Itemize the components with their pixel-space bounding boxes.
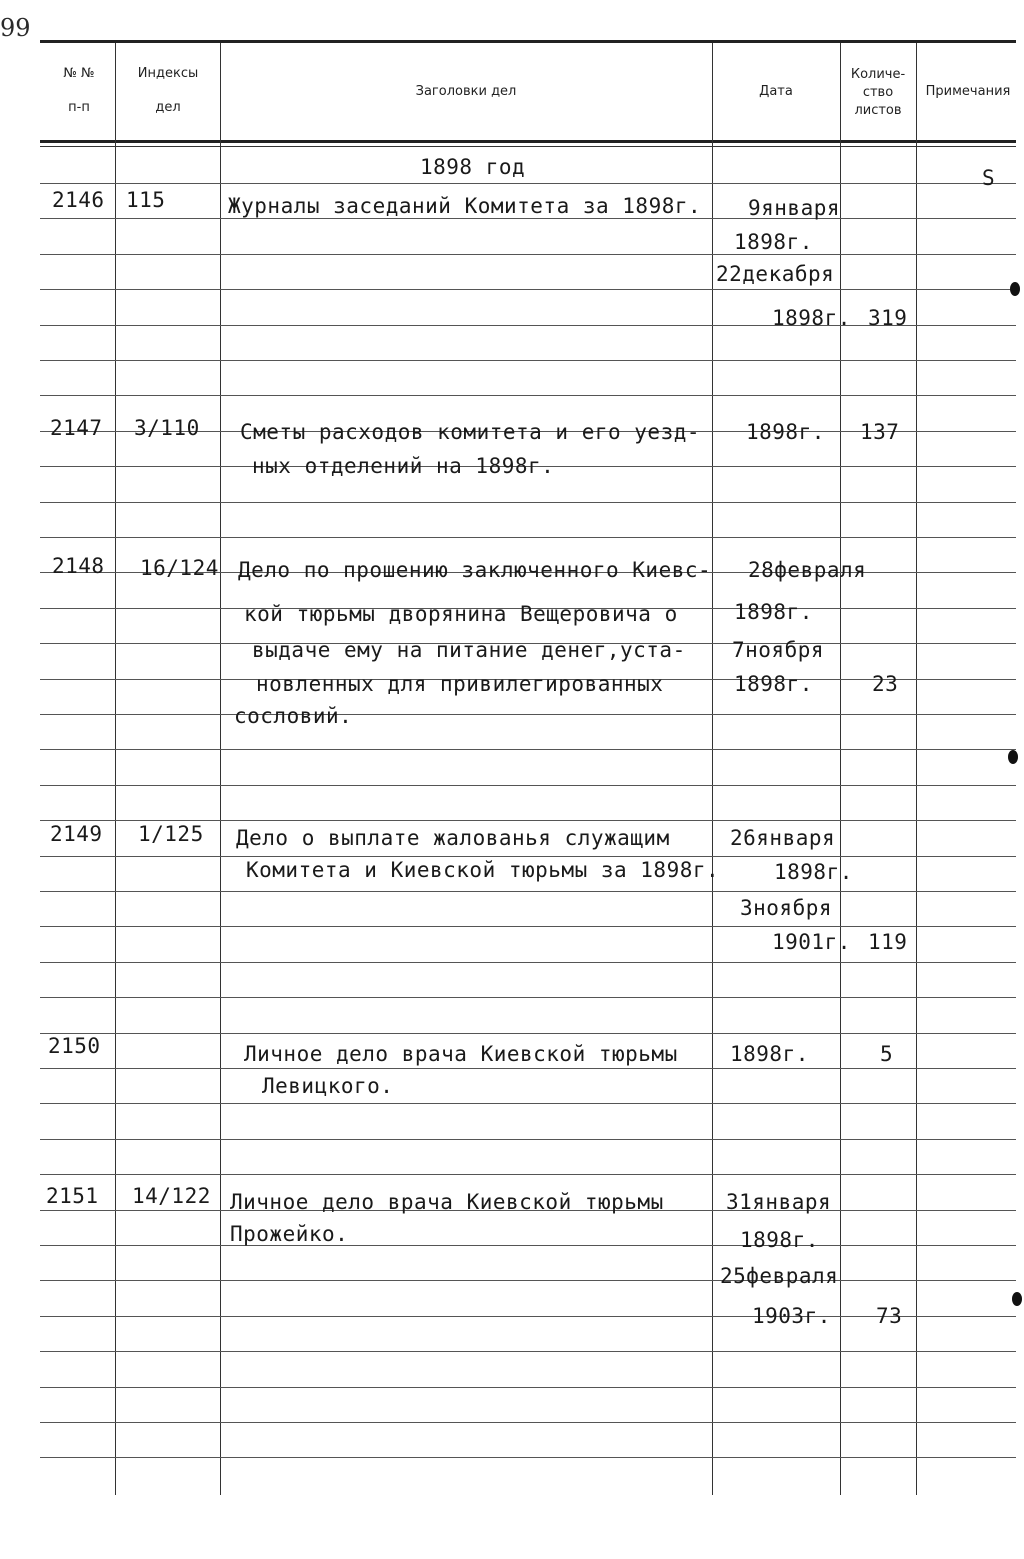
record-date-line: 1898г. xyxy=(740,1228,819,1252)
record-title-line: Левицкого. xyxy=(262,1074,394,1098)
column-divider xyxy=(916,43,917,1495)
ruled-line xyxy=(40,183,1016,184)
header-sheets-1: Количе- xyxy=(850,67,906,82)
header-date: Дата xyxy=(759,84,793,99)
record-num: 2147 xyxy=(50,416,103,440)
record-date-line: 1898г. xyxy=(772,306,851,330)
record-date-line: 1903г. xyxy=(752,1304,831,1328)
ruled-line xyxy=(40,1280,1016,1281)
page-mark: 99 xyxy=(0,14,31,42)
ruled-line xyxy=(40,749,1016,750)
header-index-label: Индексы xyxy=(137,66,199,81)
header-sheets-3: листов xyxy=(854,103,902,118)
column-divider xyxy=(712,43,713,1495)
record-date-line: 1898г. xyxy=(734,230,813,254)
ruled-line xyxy=(40,360,1016,361)
ruled-line xyxy=(40,1422,1016,1423)
header-rule-thin xyxy=(40,146,1016,147)
record-date-line: 22декабря xyxy=(716,262,835,286)
ruled-line xyxy=(40,1139,1016,1140)
record-index: 14/122 xyxy=(132,1184,211,1208)
column-divider xyxy=(115,43,116,1495)
ruled-line xyxy=(40,1316,1016,1317)
record-title-line: сословий. xyxy=(234,704,353,728)
record-sheets: 319 xyxy=(868,306,908,330)
record-date-line: 1898г. xyxy=(730,1042,809,1066)
record-num: 2148 xyxy=(52,554,105,578)
ruled-line xyxy=(40,1245,1016,1246)
record-date-line: 1898г. xyxy=(734,600,813,624)
record-sheets: 73 xyxy=(876,1304,903,1328)
ruled-line xyxy=(40,1103,1016,1104)
record-title-line: Сметы расходов комитета и его уезд- xyxy=(240,420,701,444)
record-date-line: 25февраля xyxy=(720,1264,839,1288)
record-num: 2146 xyxy=(52,188,105,212)
column-divider xyxy=(220,43,221,1495)
header-title: Заголовки дел xyxy=(415,84,517,99)
ruled-line xyxy=(40,997,1016,998)
record-title-line: кой тюрьмы дворянина Вещеровича о xyxy=(244,602,678,626)
record-date-line: 31января xyxy=(726,1190,832,1214)
ruled-line xyxy=(40,962,1016,963)
binder-hole-mark xyxy=(1010,282,1020,296)
header-index-sub: дел xyxy=(155,100,181,115)
ruled-line xyxy=(40,289,1016,290)
record-title-line: Личное дело врача Киевской тюрьмы xyxy=(244,1042,678,1066)
record-sheets: 23 xyxy=(872,672,899,696)
record-title-line: Прожейко. xyxy=(230,1222,349,1246)
record-num: 2150 xyxy=(48,1034,101,1058)
ruled-line xyxy=(40,1457,1016,1458)
header-rule xyxy=(40,140,1016,143)
record-date-line: 1898г. xyxy=(734,672,813,696)
ruled-line xyxy=(40,891,1016,892)
binder-hole-mark xyxy=(1012,1292,1022,1306)
ruled-line xyxy=(40,395,1016,396)
ruled-line xyxy=(40,537,1016,538)
ruled-line xyxy=(40,785,1016,786)
record-title-line: Комитета и Киевской тюрьмы за 1898г. xyxy=(246,858,720,882)
top-rule xyxy=(40,40,1016,43)
record-date-line: 1898г. xyxy=(774,860,853,884)
record-num: 2151 xyxy=(46,1184,99,1208)
record-title-line: Дело по прошению заключенного Киевс- xyxy=(238,558,712,582)
ruled-line xyxy=(40,1351,1016,1352)
record-date-line: 7ноября xyxy=(732,638,825,662)
record-date-line: 26января xyxy=(730,826,836,850)
record-index: 16/124 xyxy=(140,556,219,580)
ruled-line xyxy=(40,218,1016,219)
record-date-line: 28февраля xyxy=(748,558,867,582)
record-title-line: выдаче ему на питание денег,уста- xyxy=(252,638,686,662)
record-title-line: новленных для привилегированных xyxy=(256,672,664,696)
ruled-line xyxy=(40,820,1016,821)
binder-hole-mark xyxy=(1008,750,1018,764)
record-title-line: ных отделений на 1898г. xyxy=(252,454,555,478)
record-sheets: 137 xyxy=(860,420,900,444)
ruled-line xyxy=(40,1174,1016,1175)
header-num xyxy=(44,64,114,118)
year-heading: 1898 год xyxy=(420,155,526,179)
header-index xyxy=(116,64,220,118)
record-title-line: Журналы заседаний Комитета за 1898г. xyxy=(228,194,702,218)
ruled-line xyxy=(40,1033,1016,1034)
record-index: 115 xyxy=(126,188,166,212)
ruled-line xyxy=(40,926,1016,927)
record-num: 2149 xyxy=(50,822,103,846)
record-date-line: 3ноября xyxy=(740,896,833,920)
header-num-label: № № xyxy=(63,66,95,81)
record-index: 3/110 xyxy=(134,416,200,440)
header-notes: Примечания xyxy=(925,84,1011,99)
record-date-line: 1901г. xyxy=(772,930,851,954)
record-date-line: 9января xyxy=(748,196,841,220)
ruled-line xyxy=(40,714,1016,715)
ruled-line xyxy=(40,856,1016,857)
ruled-line xyxy=(40,502,1016,503)
record-title-line: Личное дело врача Киевской тюрьмы xyxy=(230,1190,664,1214)
column-divider xyxy=(840,43,841,1495)
ruled-line xyxy=(40,254,1016,255)
record-index: 1/125 xyxy=(138,822,204,846)
header-sheets xyxy=(840,66,916,120)
notes-mark: S xyxy=(982,166,996,190)
record-sheets: 5 xyxy=(880,1042,894,1066)
ruled-line xyxy=(40,1068,1016,1069)
header-sheets-2: ство xyxy=(862,85,894,100)
record-title-line: Дело о выплате жалованья служащим xyxy=(236,826,670,850)
record-sheets: 119 xyxy=(868,930,908,954)
ruled-line xyxy=(40,1387,1016,1388)
record-date-line: 1898г. xyxy=(746,420,825,444)
header-num-sub: п-п xyxy=(68,100,90,115)
